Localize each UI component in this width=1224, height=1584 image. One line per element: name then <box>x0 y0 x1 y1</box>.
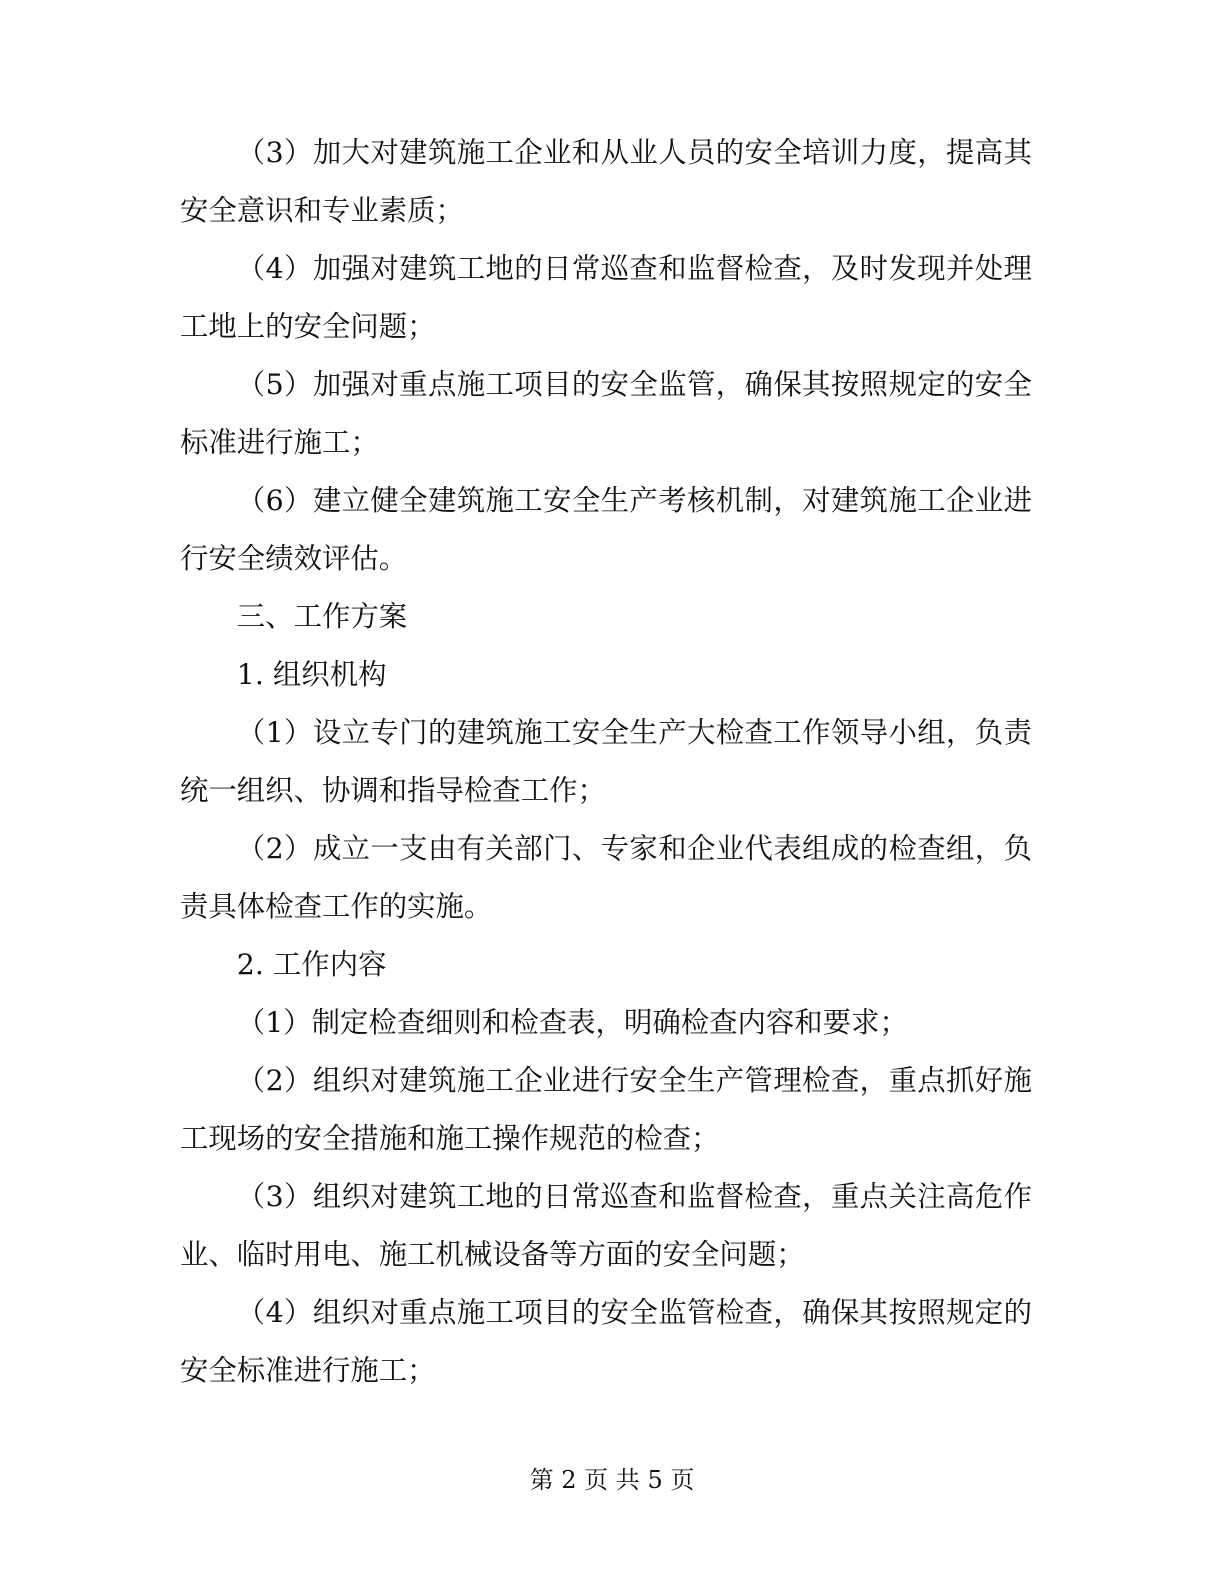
section-heading-work-plan: 三、工作方案 <box>236 600 408 633</box>
paragraph-content-1-rules: （1）制定检查细则和检查表，明确检查内容和要求； <box>236 1006 908 1039</box>
paragraph-content-3-site-patrol: （3）组织对建筑工地的日常巡查和监督检查，重点关注高危作业、临时用电、施工机械设备等方面的安全问题； <box>180 1180 1032 1271</box>
paragraph-content-4-key-project-check: （4）组织对重点施工项目的安全监管检查，确保其按照规定的安全标准进行施工； <box>180 1296 1032 1387</box>
paragraph-item-6-assessment: （6）建立健全建筑施工安全生产考核机制，对建筑施工企业进行安全绩效评估。 <box>180 484 1032 575</box>
paragraph-item-4-inspection: （4）加强对建筑工地的日常巡查和监督检查，及时发现并处理工地上的安全问题； <box>180 252 1032 343</box>
paragraph-org-2-inspection-team: （2）成立一支由有关部门、专家和企业代表组成的检查组，负责具体检查工作的实施。 <box>180 832 1032 923</box>
paragraph-item-5-key-projects: （5）加强对重点施工项目的安全监管，确保其按照规定的安全标准进行施工； <box>180 368 1032 459</box>
page-number-footer: 第 2 页 共 5 页 <box>529 1466 695 1494</box>
subsection-heading-work-content: 2. 工作内容 <box>236 948 387 981</box>
paragraph-item-3-training: （3）加大对建筑施工企业和从业人员的安全培训力度，提高其安全意识和专业素质； <box>180 136 1032 227</box>
paragraph-org-1-leading-group: （1）设立专门的建筑施工安全生产大检查工作领导小组，负责统一组织、协调和指导检查工作； <box>180 716 1032 807</box>
document-body <box>180 124 1032 1400</box>
subsection-heading-organization: 1. 组织机构 <box>236 658 387 691</box>
paragraph-content-2-management-check: （2）组织对建筑施工企业进行安全生产管理检查，重点抓好施工现场的安全措施和施工操作规范的检查； <box>180 1064 1032 1155</box>
